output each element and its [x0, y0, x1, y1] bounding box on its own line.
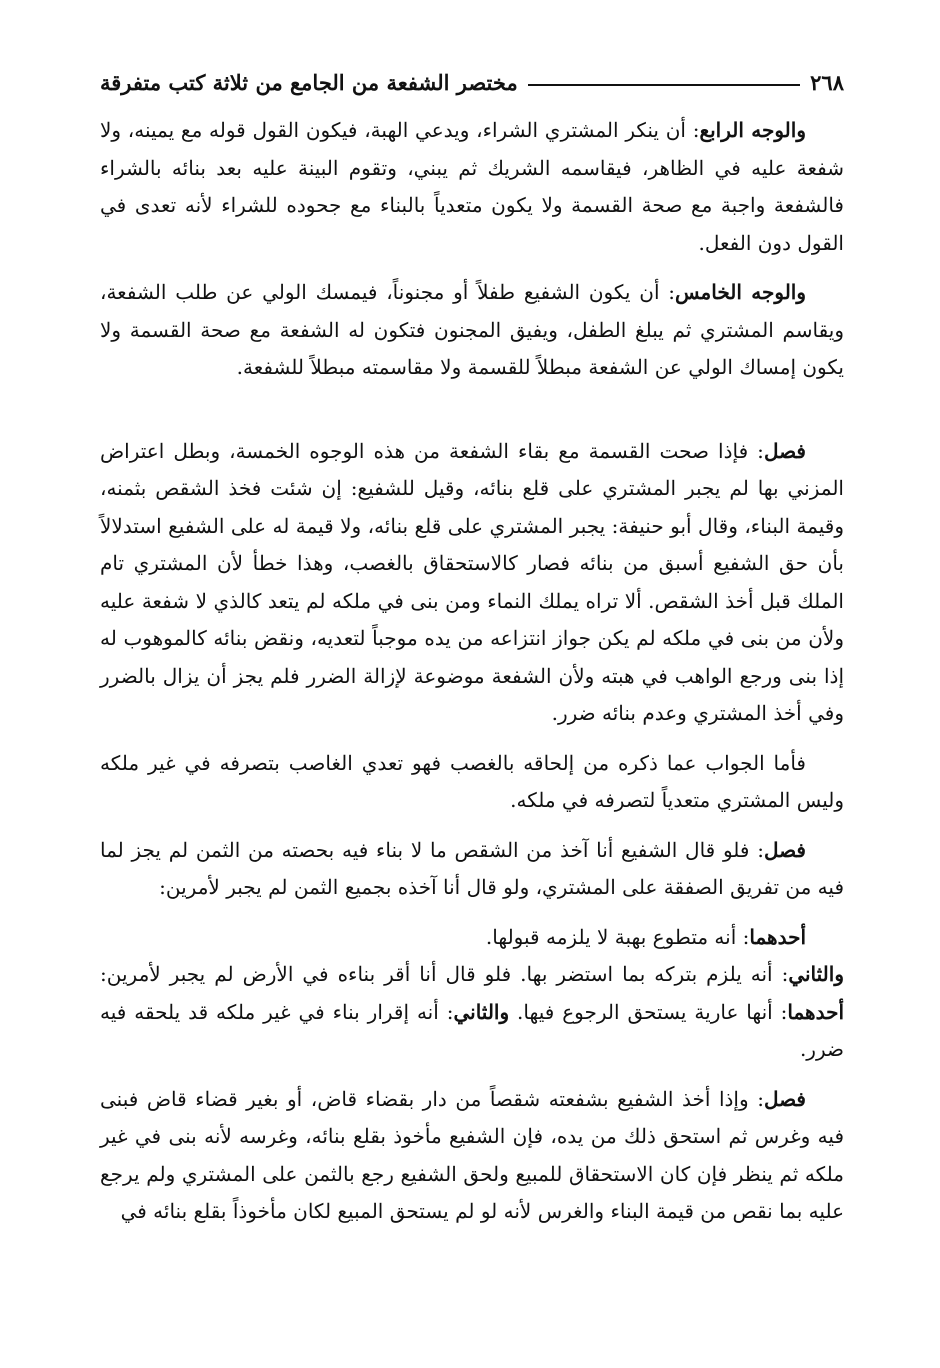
header-rule — [528, 84, 800, 86]
paragraph-lead: والوجه الرابع — [699, 118, 806, 142]
paragraph-text: : أن ينكر المشتري الشراء، ويدعي الهبة، فيكون القول قوله مع يمينه، ولا شفعة عليه في الظاهر، فيقاسمه الشريك ثم يبني، وتقوم البينة عليه بعد بنائه بالشراء فالشفعة واجبة مع صحة القسمة ولا يكون متعدياً بالبناء مع جحوده للشراء لأنه تعدى في القول دون الفعل. — [100, 118, 844, 255]
paragraph-second-reason — [100, 956, 844, 1069]
paragraph-text: : فلو قال الشفيع أنا آخذ من الشقص ما لا بناء فيه بحصته من الثمن لم يجز لما فيه من تفريق الصفقة على المشتري، ولو قال أنا آخذه بجميع الثمن لم يجبر لأمرين: — [100, 837, 844, 899]
paragraph-text: : أنه يلزم بتركه بما استضر بها. فلو قال أنا أقر بناءه في الأرض لم يجبر لأمرين: — [100, 962, 789, 986]
paragraph-text: فأما الجواب عما ذكره من إلحاقه بالغصب فهو تعدي الغاصب بتصرفه في غير ملكه وليس المشتري متعدياً لتصرفه في ملكه. — [100, 750, 844, 812]
paragraph-lead: فصل — [763, 837, 806, 862]
paragraph-text: : أنه متطوع بهبة لا يلزمه قبولها. — [485, 924, 750, 949]
page-body — [100, 112, 844, 1231]
paragraph-section-1 — [100, 433, 844, 733]
paragraph-fifth-aspect — [100, 274, 844, 387]
paragraph-reply — [100, 745, 844, 820]
page-number: ٢٦٨ — [810, 69, 844, 95]
paragraph-text-2: : أنها عارية يستحق الرجوع فيها. — [509, 999, 788, 1024]
paragraph-text: : أن يكون الشفيع طفلاً أو مجنوناً، فيمسك الولي عن طلب الشفعة، ويقاسم المشتري ثم يبلغ الطفل، ويفيق المجنون فتكون له الشفعة مع صحة القسمة ولا يكون إمساك الولي عن الشفعة مبطلاً للقسمة ولا مقاسمته مبطلاً للشفعة. — [100, 280, 844, 379]
paragraph-lead-2: أحدهما — [787, 999, 845, 1024]
paragraph-first-reason — [100, 919, 844, 957]
paragraph-lead: أحدهما — [749, 924, 806, 949]
paragraph-lead: فصل — [763, 438, 806, 463]
paragraph-lead-3: والثاني — [453, 999, 510, 1024]
paragraph-text: : وإذا أخذ الشفيع بشفعته شقصاً من دار بقضاء قاض، أو بغير قضاء قاض فبنى فيه وغرس ثم استحق ذلك من يده، فإن الشفيع مأخوذ بقلع بنائه، وغرسه لأنه بنى في غير ملكه ثم ينظر فإن كان الاستحقاق للمبيع ولحق الشفيع رجع بالثمن على المشتري ولم يرجع عليه بما نقص من قيمة البناء والغرس لأنه لو لم يستحق المبيع لكان مأخوذاً بقلع بنائه في — [100, 1086, 844, 1223]
paragraph-text: : فإذا صحت القسمة مع بقاء الشفعة من هذه الوجوه الخمسة، وبطل اعتراض المزني بها لم يجبر المشتري على قلع بنائه، وقيل للشفيع: إن شئت فخذ الشقص بثمنه، وقيمة البناء، وقال أبو حنيفة: يجبر المشتري على قلع بنائه، ولا قيمة له على الشفيع استدلالاً بأن حق الشفيع أسبق من بنائه فصار كالاستحقاق بالغصب، وهذا خطأ لأن المشتري تام الملك قبل أخذ الشقص. ألا تراه يملك النماء ومن بنى في ملكه لم يتعد كالذي لا شفعة عليه ولأن من بنى في ملكه لم يكن جواز انتزاعه من يده موجباً لتعديه، ونقض بنائه كالموهوب له إذا بنى ورجع الواهب في هبته ولأن الشفعة موضوعة لإزالة الضرر فلم يجز أن يزال بالضرر وفي أخذ المشتري وعدم بنائه ضرر. — [100, 438, 844, 725]
paragraph-section-2 — [100, 832, 844, 907]
paragraph-fourth-aspect — [100, 112, 844, 262]
paragraph-lead: والثاني — [788, 962, 844, 986]
paragraph-lead: والوجه الخامس — [675, 280, 806, 304]
paragraph-text-3: : أنه إقرار بناء في غير ملكه قد يلحقه فيه ضرر. — [100, 999, 844, 1061]
page-header — [100, 58, 844, 106]
running-title: مختصر الشفعة من الجامع من ثلاثة كتب متفرقة — [100, 69, 518, 95]
paragraph-section-3 — [100, 1081, 844, 1231]
paragraph-lead: فصل — [763, 1086, 806, 1111]
